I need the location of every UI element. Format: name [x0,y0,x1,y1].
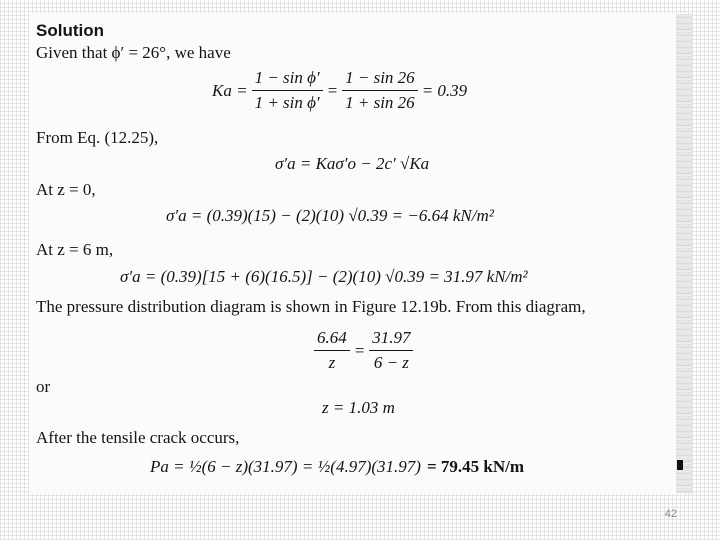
at-z0-line: At z = 0, [36,180,96,199]
ka-fraction-1 [252,68,323,113]
z-result: z = 1.03 m [322,398,395,417]
from-eq-line: From Eq. (12.25), [36,128,159,147]
page-number: 42 [664,508,677,520]
equals-sign: = [326,80,339,100]
ratio-numerator-2: 31.97 [369,328,413,351]
solution-heading: Solution [36,21,104,40]
ratio-fraction-1 [314,328,350,373]
ratio-numerator-1: 6.64 [314,328,350,351]
at-z6-line: At z = 6 m, [36,240,114,259]
ka-numerator-1: 1 − sin ϕ′ [252,68,323,91]
ka-result: = 0.39 [421,80,468,100]
given-line: Given that ϕ′ = 26°, we have [36,43,231,62]
ka-equation [212,68,467,113]
z0-equation: σ′a = (0.39)(15) − (2)(10) √0.39 = −6.64 kN/m² [166,206,494,225]
sigma-equation: σ′a = Kaσ′o − 2c′ √Ka [275,154,430,173]
ka-lhs: Ka = [212,80,248,100]
ratio-fraction-2 [369,328,413,373]
pa-equation: Pa = ½(6 − z)(31.97) = ½(4.97)(31.97) [150,457,421,476]
after-crack-line: After the tensile crack occurs, [36,428,240,447]
end-of-proof-mark [677,460,683,470]
equals-sign: = [353,340,366,360]
ratio-equation [310,328,417,373]
pa-equation-row [150,457,524,477]
ratio-denominator-2: 6 − z [373,353,409,372]
z6-equation: σ′a = (0.39)[15 + (6)(16.5)] − (2)(10) √0.39 = 31.97 kN/m² [120,267,528,286]
or-line: or [36,377,51,396]
scan-edge-noise [676,14,692,494]
pa-result: = 79.45 kN/m [426,457,525,476]
ka-fraction-2 [342,68,418,113]
ratio-denominator-1: z [328,353,336,372]
pressure-diagram-text: The pressure distribution diagram is shown in Figure 12.19b. From this diagram, [36,297,586,316]
ka-denominator-2: 1 + sin 26 [345,93,415,112]
ka-numerator-2: 1 − sin 26 [342,68,418,91]
ka-denominator-1: 1 + sin ϕ′ [254,93,320,112]
